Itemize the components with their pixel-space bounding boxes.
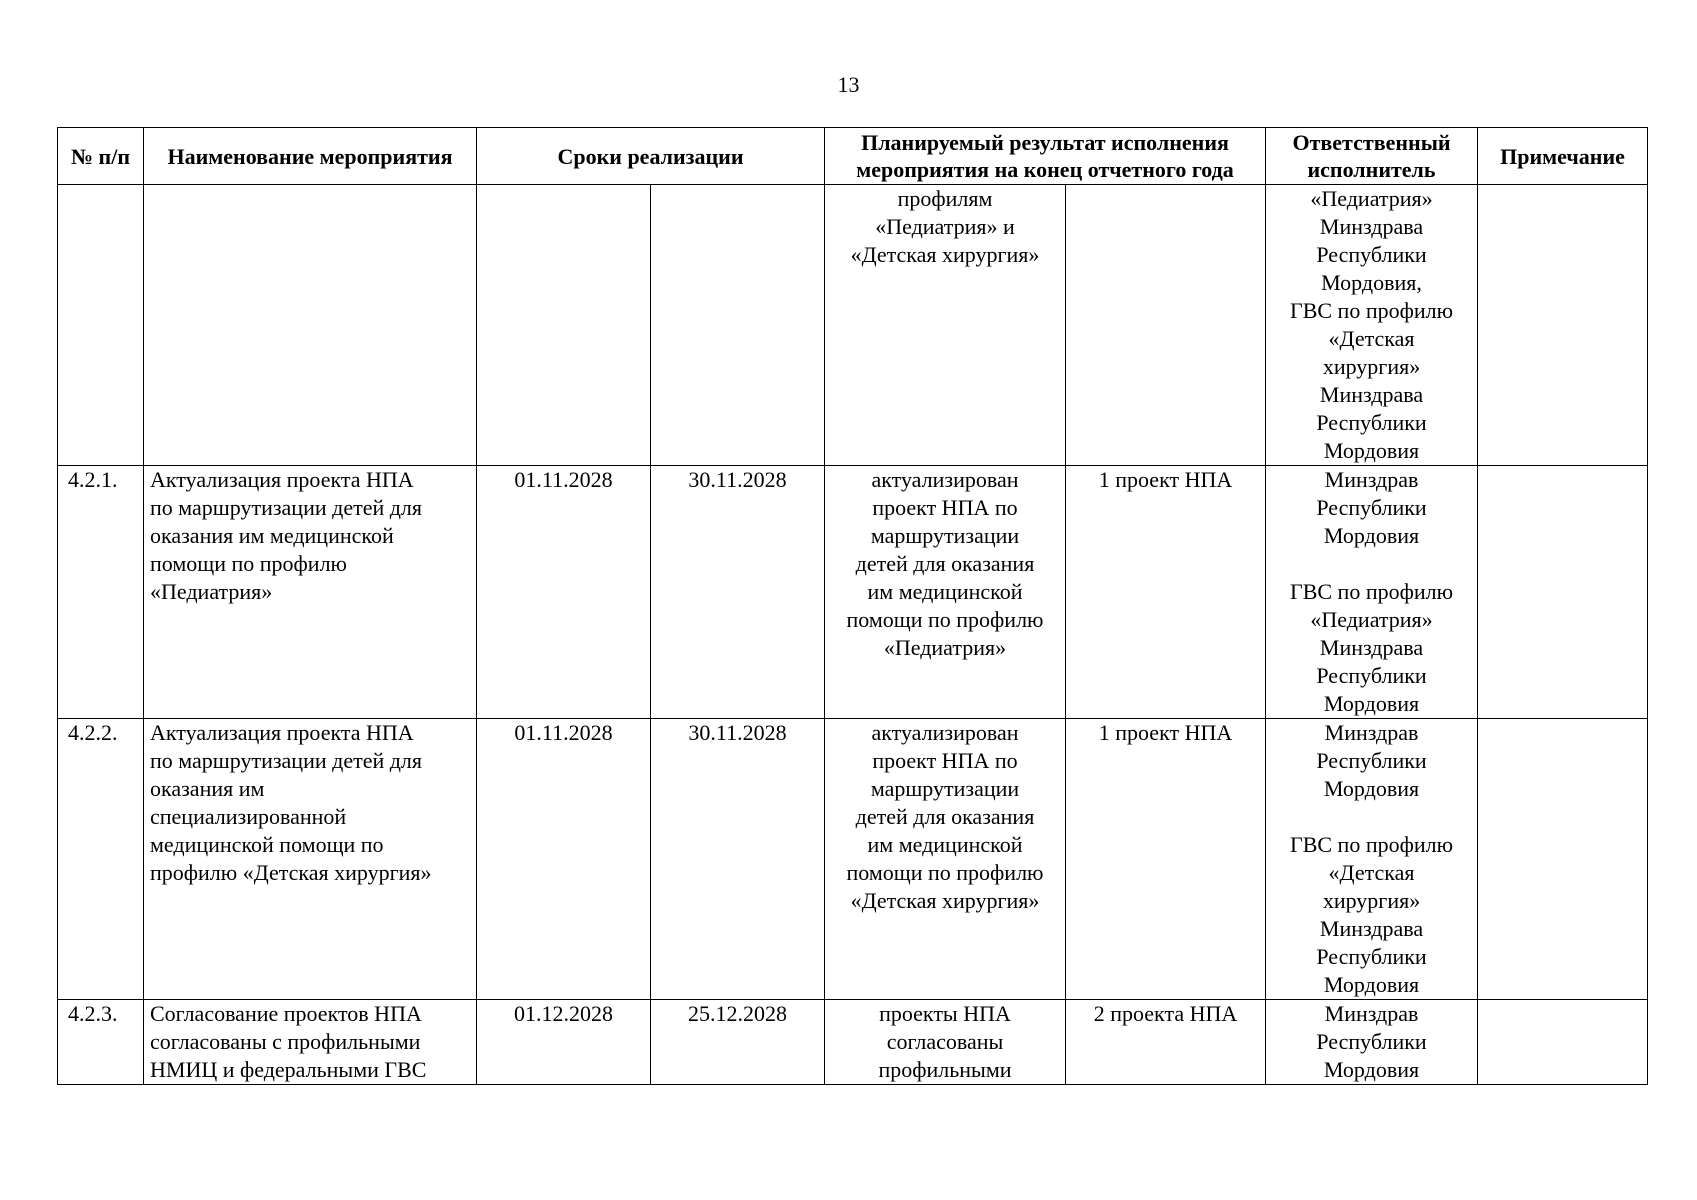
- header-row: [58, 128, 1648, 185]
- cell-end-date: 30.11.2028: [651, 719, 825, 1000]
- cell-num: 4.2.1.: [58, 466, 144, 719]
- cell-indicator: [1066, 185, 1266, 466]
- cell-executor: Минздрав Республики Мордовия ГВС по профилю «Детская хирургия» Минздрава Республики Мордовия: [1266, 719, 1478, 1000]
- page-number: 13: [837, 72, 860, 97]
- cell-indicator: 2 проекта НПА: [1066, 1000, 1266, 1085]
- cell-start-date: 01.12.2028: [477, 1000, 651, 1085]
- cell-num: 4.2.2.: [58, 719, 144, 1000]
- table-row: [58, 466, 1648, 719]
- table-row: [58, 185, 1648, 466]
- header-result: Планируемый результат исполнения мероприятия на конец отчетного года: [825, 128, 1266, 185]
- cell-indicator: 1 проект НПА: [1066, 719, 1266, 1000]
- cell-end-date: 25.12.2028: [651, 1000, 825, 1085]
- cell-note: [1478, 466, 1648, 719]
- cell-name: Актуализация проекта НПА по маршрутизации детей для оказания им медицинской помощи по профилю «Педиатрия»: [144, 466, 477, 719]
- header-name: Наименование мероприятия: [144, 128, 477, 185]
- header-note: Примечание: [1478, 128, 1648, 185]
- cell-start-date: [477, 185, 651, 466]
- cell-start-date: 01.11.2028: [477, 719, 651, 1000]
- cell-name: [144, 185, 477, 466]
- cell-num: 4.2.3.: [58, 1000, 144, 1085]
- cell-executor: Минздрав Республики Мордовия ГВС по профилю «Педиатрия» Минздрава Республики Мордовия: [1266, 466, 1478, 719]
- cell-result: профилям «Педиатрия» и «Детская хирургия»: [825, 185, 1066, 466]
- cell-result: актуализирован проект НПА по маршрутизации детей для оказания им медицинской помощи по профилю «Педиатрия»: [825, 466, 1066, 719]
- cell-result: актуализирован проект НПА по маршрутизации детей для оказания им медицинской помощи по профилю «Детская хирургия»: [825, 719, 1066, 1000]
- cell-end-date: 30.11.2028: [651, 466, 825, 719]
- cell-note: [1478, 1000, 1648, 1085]
- header-num: № п/п: [58, 128, 144, 185]
- table-row: [58, 1000, 1648, 1085]
- header-terms: Сроки реализации: [477, 128, 825, 185]
- cell-executor: Минздрав Республики Мордовия: [1266, 1000, 1478, 1085]
- cell-start-date: 01.11.2028: [477, 466, 651, 719]
- cell-executor: «Педиатрия» Минздрава Республики Мордовия, ГВС по профилю «Детская хирургия» Минздрава Республики Мордовия: [1266, 185, 1478, 466]
- cell-note: [1478, 719, 1648, 1000]
- cell-end-date: [651, 185, 825, 466]
- cell-name: Согласование проектов НПА согласованы с профильными НМИЦ и федеральными ГВС: [144, 1000, 477, 1085]
- cell-num: [58, 185, 144, 466]
- cell-note: [1478, 185, 1648, 466]
- header-executor: Ответственный исполнитель: [1266, 128, 1478, 185]
- cell-name: Актуализация проекта НПА по маршрутизации детей для оказания им специализированной медицинской помощи по профилю «Детская хирургия»: [144, 719, 477, 1000]
- cell-indicator: 1 проект НПА: [1066, 466, 1266, 719]
- cell-result: проекты НПА согласованы профильными: [825, 1000, 1066, 1085]
- plan-table: [57, 127, 1648, 1085]
- table-row: [58, 719, 1648, 1000]
